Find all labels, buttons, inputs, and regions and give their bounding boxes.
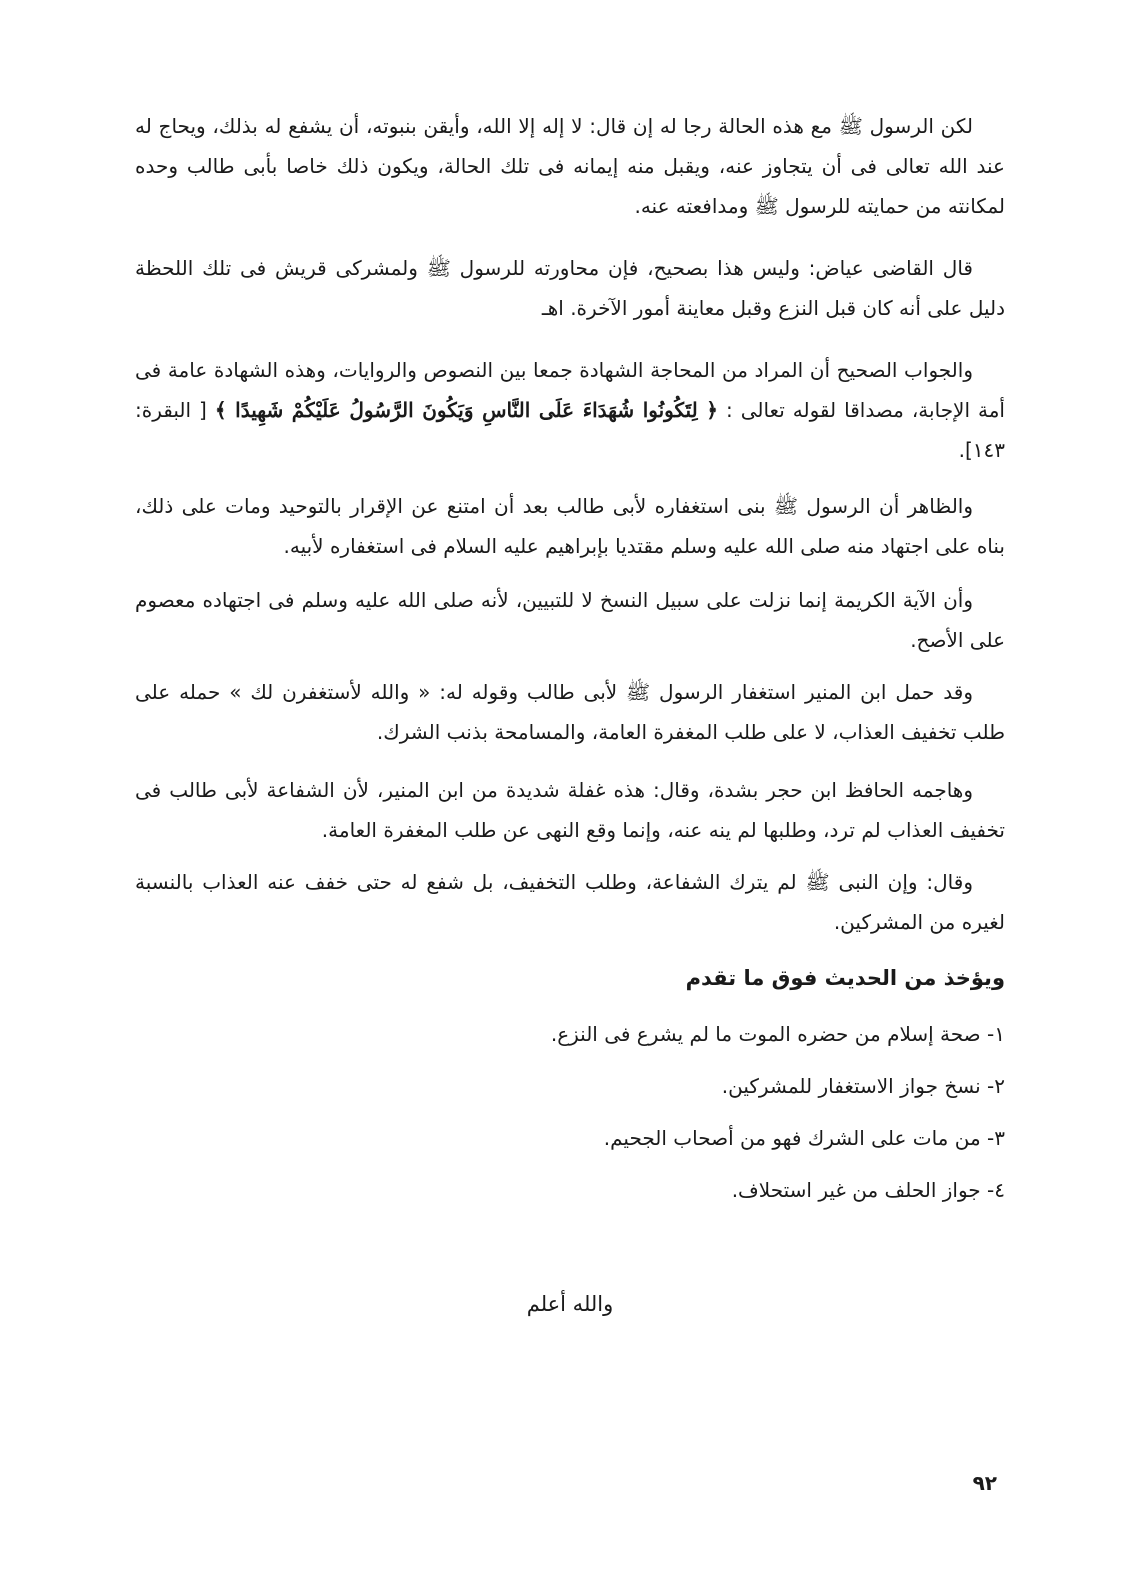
paragraph-3-text: والجواب الصحيح أن المراد من المحاجة الشهادة جمعا بين النصوص والروايات، وهذه الشهادة عامة فى أمة الإجابة، مصداقا لقوله تعالى :: [135, 358, 1005, 422]
quran-reference: [ البقرة: ١٤٣].: [135, 398, 1005, 462]
paragraph-7: وهاجمه الحافظ ابن حجر بشدة، وقال: هذه غفلة شديدة من ابن المنير، لأن الشفاعة لأبى طالب فى تخفيف العذاب لم ترد، وطلبها لم ينه عنه، وإنما وقع النهى عن طلب المغفرة العامة.: [135, 778, 1005, 842]
section-heading: ويؤخذ من الحديث فوق ما تقدم: [685, 966, 1005, 990]
paragraph-1: لكن الرسول ﷺ مع هذه الحالة رجا له إن قال: لا إله إلا الله، وأيقن بنبوته، أن يشفع له بذلك، ويحاج له عند الله تعالى فى أن يتجاوز عنه، ويقبل منه إيمانه فى تلك الحالة، ويكون ذلك خاصا بأبى طالب وحده لمكانته من حمايته للرسول ﷺ ومدافعته عنه.: [135, 114, 1005, 218]
paragraph-6: وقد حمل ابن المنير استغفار الرسول ﷺ لأبى طالب وقوله له: « والله لأستغفرن لك » حمله على طلب تخفيف العذاب، لا على طلب المغفرة العامة، والمسامحة بذنب الشرك.: [135, 680, 1005, 744]
list-item-1: ١- صحة إسلام من حضره الموت ما لم يشرع فى النزع.: [550, 1022, 1005, 1046]
quran-verse: ﴿ لِتَكُونُوا شُهَدَاءَ عَلَى النَّاسِ وَيَكُونَ الرَّسُولُ عَلَيْكُمْ شَهِيدًا ﴾: [214, 398, 718, 422]
list-item-4: ٤- جواز الحلف من غير استحلاف.: [731, 1178, 1005, 1202]
list-item-2: ٢- نسخ جواز الاستغفار للمشركين.: [721, 1074, 1005, 1098]
paragraph-5: وأن الآية الكريمة إنما نزلت على سبيل النسخ لا للتبيين، لأنه صلى الله عليه وسلم فى اجتهاده معصوم على الأصح.: [135, 588, 1005, 652]
paragraph-8: وقال: وإن النبى ﷺ لم يترك الشفاعة، وطلب التخفيف، بل شفع له حتى خفف عنه العذاب بالنسبة لغيره من المشركين.: [135, 870, 1005, 934]
paragraph-2: قال القاضى عياض: وليس هذا بصحيح، فإن محاورته للرسول ﷺ ولمشركى قريش فى تلك اللحظة دليل على أنه كان قبل النزع وقبل معاينة أمور الآخرة. اهـ: [135, 256, 1005, 320]
list-item-3: ٣- من مات على الشرك فهو من أصحاب الجحيم.: [603, 1126, 1005, 1150]
paragraph-4: والظاهر أن الرسول ﷺ بنى استغفاره لأبى طالب بعد أن امتنع عن الإقرار بالتوحيد ومات على ذلك، بناه على اجتهاد منه صلى الله عليه وسلم مقتديا بإبراهيم عليه السلام فى استغفاره لأبيه.: [135, 494, 1005, 558]
paragraph-3: [135, 350, 1005, 470]
page-number: ٩٢: [972, 1471, 997, 1495]
closing-phrase: والله أعلم: [526, 1292, 614, 1316]
